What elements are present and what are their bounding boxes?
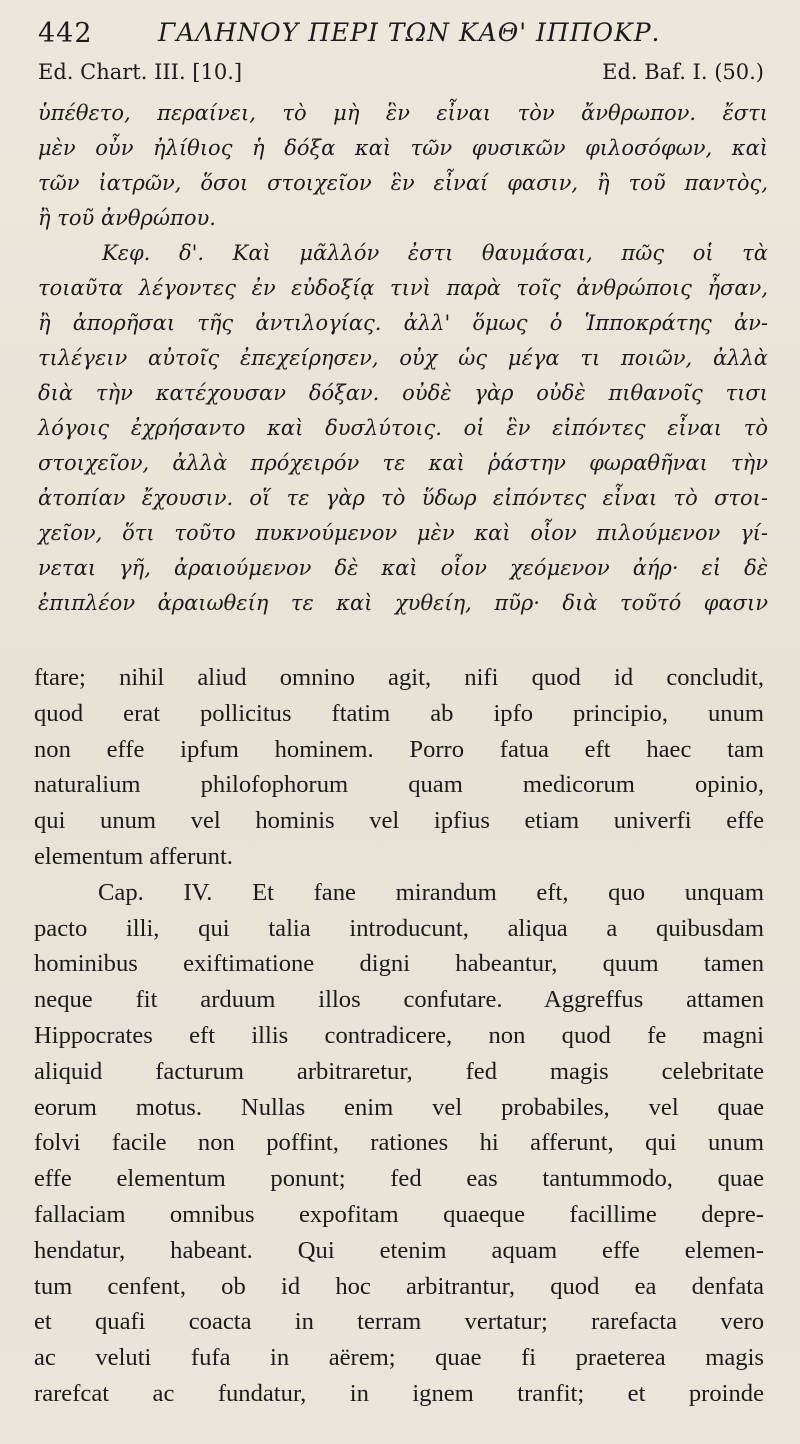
latin-line: eorum motus. Nullas enim vel probabiles, vel quae [34,1093,764,1121]
greek-line: τιλέγειν αὐτοῖς ἐπεχείρησεν, οὐχ ὡς μέγα τι ποιῶν, ἀλλὰ [38,346,768,370]
greek-line: ἀτοπίαν ἔχουσιν. οἵ τε γὰρ τὸ ὕδωρ εἰπόντες εἶναι τὸ στοι- [38,486,768,510]
running-title: ΓΑΛΗΝΟΥ ΠΕΡΙ ΤΩΝ ΚΑΘ' ΙΠΠΟΚΡ. [158,18,661,47]
edition-reference-chartier: Ed. Chart. III. [10.] [38,60,243,84]
greek-text-block [38,96,768,621]
page-number: 442 [38,18,93,49]
latin-line: aliquid facturum arbitraretur, fed magis celebritate [34,1057,764,1085]
latin-line: neque fit arduum illos confutare. Aggreffus attamen [34,986,764,1014]
latin-line: et quafi coacta in terram vertatur; rarefacta vero [34,1308,764,1336]
latin-line: hendatur, habeant. Qui etenim aquam effe elemen- [34,1236,764,1264]
greek-line: λόγοις ἐχρήσαντο καὶ δυσλύτοις. οἱ ἓν εἰπόντες εἶναι τὸ [38,416,768,440]
latin-line: fallaciam omnibus expofitam quaeque facillime depre- [34,1200,764,1228]
edition-reference-basel: Ed. Baf. I. (50.) [602,60,764,84]
greek-line: τῶν ἰατρῶν, ὅσοι στοιχεῖον ἓν εἶναί φασιν, ἢ τοῦ παντὸς, [38,171,768,195]
edition-references [38,60,764,92]
greek-line: ἐπιπλέον ἀραιωθείη τε καὶ χυθείη, πῦρ· διὰ τοῦτό φασιν [38,591,768,615]
latin-line: hominibus exiftimatione digni habeantur, quum tamen [34,950,764,978]
latin-text-block [34,660,764,1412]
greek-chapter-heading-line: Κεφ. δ'. Καὶ μᾶλλόν ἐστι θαυμάσαι, πῶς οἱ τὰ [102,241,768,265]
greek-line: ἢ ἀπορῆσαι τῆς ἀντιλογίας. ἀλλ' ὅμως ὁ Ἱπποκράτης ἀν- [38,311,768,335]
latin-line: effe elementum ponunt; fed eas tantummodo, quae [34,1165,764,1193]
greek-line: τοιαῦτα λέγοντες ἐν εὐδοξίᾳ τινὶ παρὰ τοῖς ἀνθρώποις ἦσαν, [38,276,768,300]
latin-line: non effe ipfum hominem. Porro fatua eft haec tam [34,735,764,763]
greek-line: ὑπέθετο, περαίνει, τὸ μὴ ἓν εἶναι τὸν ἄνθρωπον. ἔστι [38,101,768,125]
latin-line: folvi facile non poffint, rationes hi afferunt, qui unum [34,1129,764,1157]
latin-line: tum cenfent, ob id hoc arbitrantur, quod ea denfata [34,1272,764,1300]
latin-line: naturalium philofophorum quam medicorum opinio, [34,771,764,799]
latin-line: ac veluti fufa in aërem; quae fi praeterea magis [34,1344,764,1372]
latin-line: quod erat pollicitus ftatim ab ipfo principio, unum [34,699,764,727]
greek-line: διὰ τὴν κατέχουσαν δόξαν. οὐδὲ γὰρ οὐδὲ πιθανοῖς τισι [38,381,768,405]
greek-line: μὲν οὖν ἠλίθιος ἡ δόξα καὶ τῶν φυσικῶν φιλοσόφων, καὶ [38,136,768,160]
greek-line: ἢ τοῦ ἀνθρώπου. [38,206,216,230]
latin-line: Hippocrates eft illis contradicere, non quod fe magni [34,1021,764,1049]
greek-line: στοιχεῖον, ἀλλὰ πρόχειρόν τε καὶ ῥάστην φωραθῆναι τὴν [38,451,768,475]
greek-line: χεῖον, ὅτι τοῦτο πυκνούμενον μὲν καὶ οἷον πιλούμενον γί- [38,521,768,545]
page-header [38,14,760,54]
latin-chapter-heading-line: Cap. IV. Et fane mirandum eft, quo unquam [98,878,764,906]
latin-line: elementum afferunt. [34,842,233,870]
latin-line: qui unum vel hominis vel ipfius etiam univerfi effe [34,807,764,835]
latin-line: pacto illi, qui talia introducunt, aliqua a quibusdam [34,914,764,942]
greek-line: νεται γῆ, ἀραιούμενον δὲ καὶ οἷον χεόμενον ἀήρ· εἰ δὲ [38,556,768,580]
latin-line: rarefcat ac fundatur, in ignem tranfit; et proinde [34,1379,764,1407]
latin-line: ftare; nihil aliud omnino agit, nifi quod id concludit, [34,664,764,691]
